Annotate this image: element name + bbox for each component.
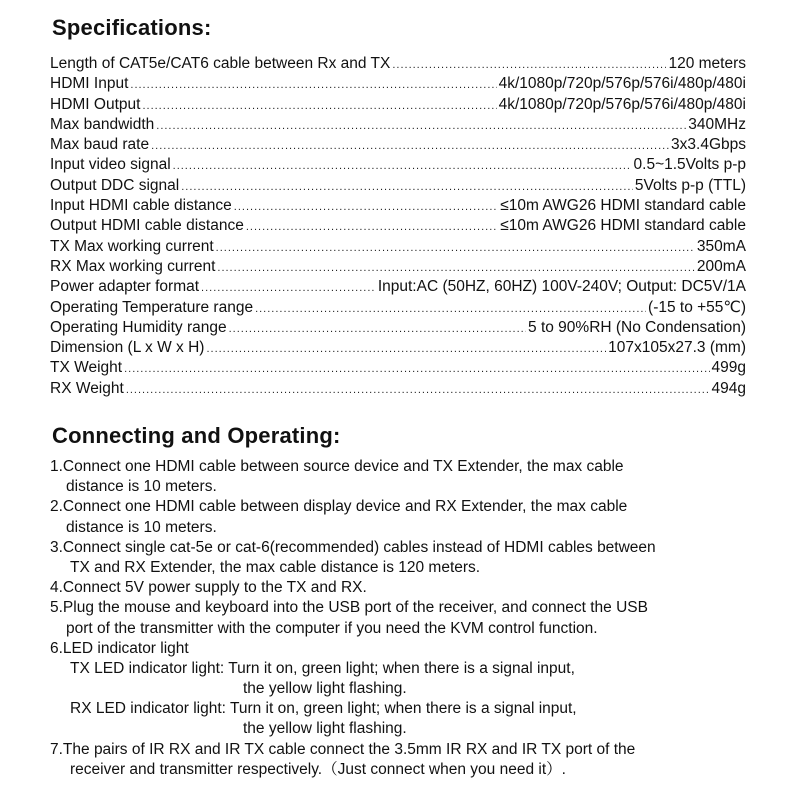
spec-value: 340MHz — [688, 115, 746, 133]
leader-dots — [206, 339, 606, 359]
spec-value: 120 meters — [668, 55, 746, 72]
step-line: distance is 10 meters. — [66, 518, 217, 536]
spec-label: Max bandwidth — [50, 115, 155, 133]
spec-label: TX Weight — [50, 359, 123, 377]
spec-row — [50, 216, 746, 236]
spec-value: 350mA — [696, 237, 746, 255]
step-line: the yellow light flashing. — [243, 720, 407, 738]
step-line: 4.Connect 5V power supply to the TX and RX. — [50, 579, 367, 597]
spec-value: 494g — [711, 379, 746, 397]
spec-label: Output HDMI cable distance — [50, 217, 244, 235]
spec-value: 4k/1080p/720p/576p/576i/480p/480i — [498, 95, 746, 113]
spec-row — [50, 257, 746, 277]
spec-value: (-15 to +55℃) — [648, 298, 746, 316]
spec-value: 3x3.4Gbps — [671, 136, 746, 154]
step-line: RX LED indicator light: Turn it on, green light; when there is a signal input, — [70, 700, 577, 718]
step-line: the yellow light flashing. — [243, 680, 407, 698]
spec-row — [50, 74, 746, 94]
leader-dots — [173, 156, 632, 176]
spec-row — [50, 358, 746, 378]
spec-label: Length of CAT5e/CAT6 cable between Rx and TX — [50, 55, 391, 72]
connecting-heading: Connecting and Operating: — [52, 423, 341, 448]
spec-value: ≤10m AWG26 HDMI standard cable — [500, 197, 746, 215]
spec-row — [50, 54, 746, 74]
spec-label: Operating Humidity range — [50, 318, 227, 336]
leader-dots — [142, 96, 496, 116]
step-line: TX and RX Extender, the max cable distance is 120 meters. — [70, 558, 481, 576]
spec-row — [50, 135, 746, 155]
step-line: 3.Connect single cat-5e or cat-6(recommended) cables instead of HDMI cables between — [50, 538, 656, 556]
spec-value: Input:AC (50HZ, 60HZ) 100V-240V; Output: DC5V/1A — [377, 278, 746, 296]
spec-label: RX Max working current — [50, 257, 216, 275]
leader-dots — [255, 299, 646, 319]
step-line: receiver and transmitter respectively.（Just connect when you need it）. — [70, 760, 566, 778]
leader-dots — [126, 380, 710, 400]
spec-row — [50, 298, 746, 318]
leader-dots — [130, 75, 496, 95]
spec-row — [50, 155, 746, 175]
spec-label: Power adapter format — [50, 278, 200, 296]
step-line: 7.The pairs of IR RX and IR TX cable connect the 3.5mm IR RX and IR TX port of the — [50, 740, 636, 758]
spec-value: 5 to 90%RH (No Condensation) — [528, 318, 746, 336]
spec-label: RX Weight — [50, 379, 124, 397]
spec-row — [50, 95, 746, 115]
spec-label: TX Max working current — [50, 237, 214, 255]
leader-dots — [151, 136, 669, 156]
spec-value: 499g — [711, 359, 746, 377]
leader-dots — [156, 116, 686, 136]
leader-dots — [392, 55, 666, 75]
step-line: distance is 10 meters. — [66, 478, 217, 496]
spec-label: Operating Temperature range — [50, 298, 254, 316]
leader-dots — [181, 177, 633, 197]
leader-dots — [124, 359, 709, 379]
spec-row — [50, 338, 746, 358]
spec-label: Input video signal — [50, 156, 171, 174]
spec-row — [50, 196, 746, 216]
leader-dots — [217, 258, 694, 278]
step-line: 2.Connect one HDMI cable between display device and RX Extender, the max cable — [50, 498, 628, 516]
spec-row — [50, 237, 746, 257]
spec-label: Input HDMI cable distance — [50, 197, 232, 215]
spec-row — [50, 277, 746, 297]
spec-label: HDMI Input — [50, 75, 129, 93]
spec-label: HDMI Output — [50, 95, 141, 113]
step-line: 5.Plug the mouse and keyboard into the USB port of the receiver, and connect the USB — [50, 599, 648, 617]
step-line: 1.Connect one HDMI cable between source device and TX Extender, the max cable — [50, 458, 624, 475]
leader-dots — [246, 217, 498, 237]
leader-dots — [201, 278, 376, 298]
spec-row — [50, 176, 746, 196]
spec-value: 200mA — [696, 257, 746, 275]
spec-value: 107x105x27.3 (mm) — [608, 339, 746, 357]
spec-value: 4k/1080p/720p/576p/576i/480p/480i — [498, 75, 746, 93]
spec-label: Dimension (L x W x H) — [50, 339, 205, 357]
step-line: port of the transmitter with the computer if you need the KVM control function. — [66, 619, 598, 637]
spec-label: Max baud rate — [50, 136, 150, 154]
connecting-steps — [50, 457, 770, 780]
leader-dots — [229, 319, 526, 339]
step-line: 6.LED indicator light — [50, 639, 189, 657]
spec-value: 0.5~1.5Volts p-p — [633, 156, 746, 174]
spec-row — [50, 379, 746, 399]
spec-value: ≤10m AWG26 HDMI standard cable — [500, 217, 746, 235]
spec-label: Output DDC signal — [50, 176, 180, 194]
step-line: TX LED indicator light: Turn it on, green light; when there is a signal input, — [70, 659, 575, 677]
specifications-heading: Specifications: — [52, 15, 212, 40]
specifications-list — [50, 54, 746, 399]
leader-dots — [234, 197, 499, 217]
spec-value: 5Volts p-p (TTL) — [634, 176, 746, 194]
spec-row — [50, 318, 746, 338]
spec-row — [50, 115, 746, 135]
leader-dots — [216, 238, 695, 258]
